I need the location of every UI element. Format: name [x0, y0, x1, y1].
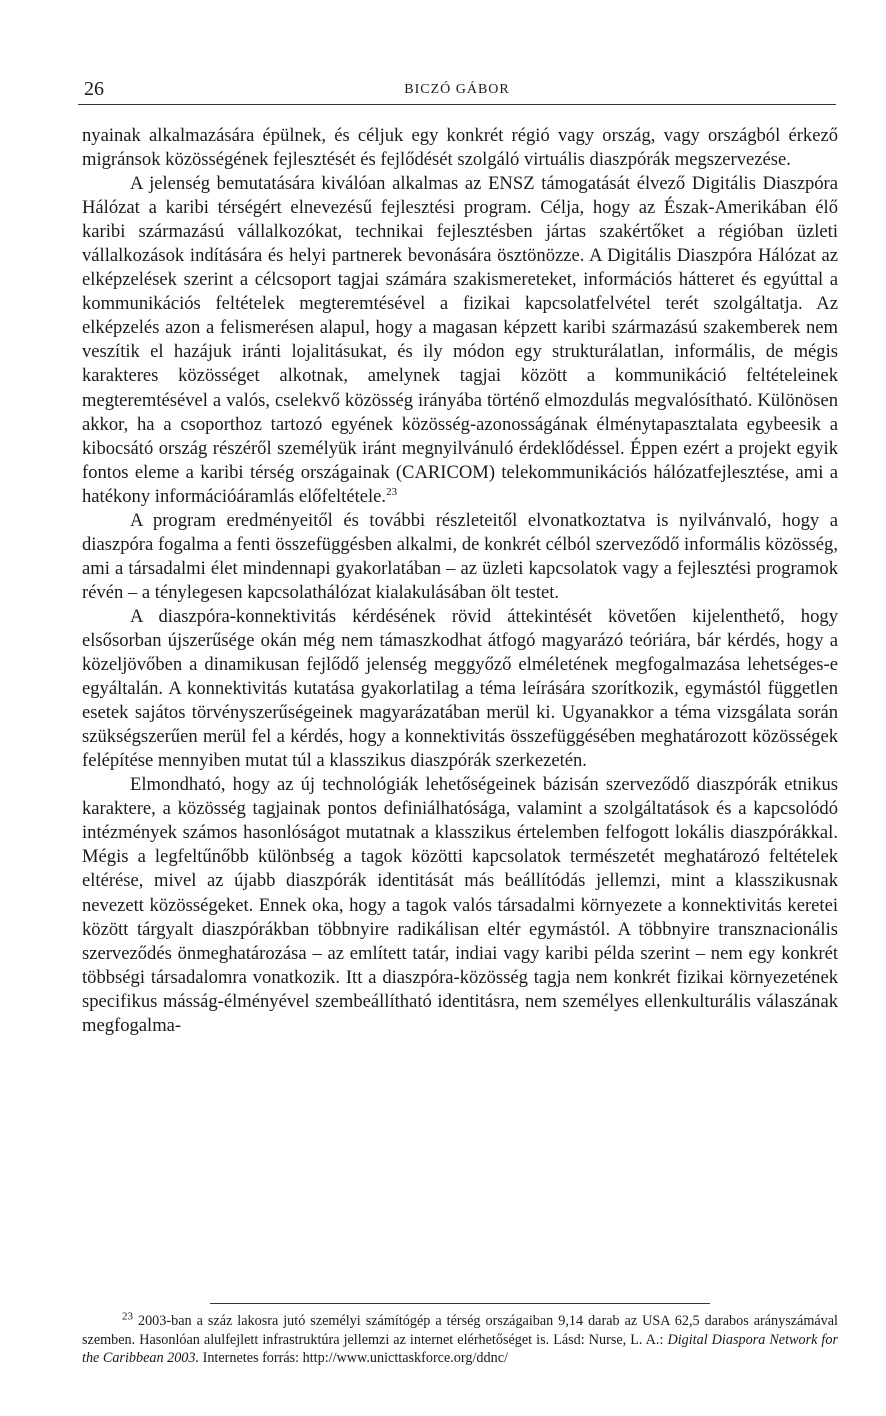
page-number: 26	[84, 78, 104, 100]
footnote-reference: 23	[386, 485, 398, 498]
paragraph-2-text: A jelenség bemutatására kiválóan alkalmas az ENSZ támogatását élvező Digitális Diaszpóra Hálózat a karibi térségért elnevezésű fejlesztési program. Célja, hogy az Észak-Amerikában élő karibi származású vállalkozókat, technikai fejlesztésben jártas szakértőket a régióban üzleti vállalkozások indítására és helyi partnerek bevonására ösztönözze. A Digitális Diaszpóra Hálózat az elképzelések szerint a célcsoport tagjai számára szakismereteket, információs hátteret és egyúttal a kommunikációs feltételek megteremtésével a fizikai kapcsolatfelvétel terét szolgáltatja. Az elképzelés azon a felismerésen alapul, hogy a magasan képzett karibi származású szakemberek nem veszítik el hazájuk iránti lojalitásukat, és ily módon egy strukturálatlan, informális, de mégis karakteres közösséget alkotnak, amelynek tagjai között a kommunikáció feltételeinek megteremtésével a valós, cselekvő közösség irányába történő elmozdulás megvalósítható. Különösen akkor, ha a csoporthoz tartozó egyének közösség-azonosságának élménytapasztalata egybeesik a kibocsátó ország részéről személyük iránt megnyilvánuló érdeklődéssel. Éppen ezért a projekt egyik fontos eleme a karibi térség országainak (CARICOM) telekommunikációs hálózatfejlesztése, ami a hatékony információáramlás előfeltétele.	[82, 173, 838, 507]
paragraph-2	[82, 172, 838, 509]
footnote-divider	[210, 1303, 710, 1304]
body-text	[82, 124, 838, 1038]
paragraph-3: A program eredményeitől és további részleteitől elvonatkoztatva is nyilvánvaló, hogy a diaszpóra fogalma a fenti összefüggésben alkalmi, de konkrét célból szerveződő informális közösség, ami a társadalmi élet mindennapi gyakorlatában – az üzleti kapcsolatok vagy a fejlesztési programok révén – a ténylegesen kapcsolathálózat kialakulásában ölt testet.	[82, 509, 838, 603]
footnote-paragraph	[82, 1312, 838, 1368]
running-header	[78, 78, 836, 105]
footnote-text-before: 2003-ban a száz lakosra jutó személyi számítógép a térség országaiban 9,14 darab az USA 62,5 darabos arányszámával szemben. Hasonlóan alulfejlett infrastruktúra jellemzi az internet elérhetőséget is. Lásd: Nurse, L. A.:	[82, 1313, 838, 1348]
paragraph-5: Elmondható, hogy az új technológiák lehetőségeinek bázisán szerveződő diaszpórák etnikus karaktere, a közösség tagjainak pontos definiálhatósága, valamint a szolgáltatások és a kapcsolódó intézmények számos hasonlóságot mutatnak a klasszikus értelemben felfogott lokális diaszpórákkal. Mégis a legfeltűnőbb különbség a tagok közötti kapcsolatok természetét meghatározó feltételek eltérése, mivel az újabb diaszpórák identitását más beállítódás jellemzi, mint a klasszikusnak nevezett közösségeket. Ennek oka, hogy a tagok valós társadalmi környezete a konnektivitás keretei között tárgyalt diaszpórákban többnyire radikálisan eltér egymástól. A többnyire transznacionális szerveződés önmeghatározása – az említett tatár, indiai vagy karibi példa szerint – nem egy konkrét többségi társadalomra vonatkozik. Itt a diaszpóra-közösség tagja nem konkrét fizikai környezetének specifikus másság-élményével szembeállítható identitásra, nem személyes ellenkulturális válaszának megfogalma-	[82, 774, 838, 1036]
footnote	[82, 1312, 838, 1368]
paragraph-4: A diaszpóra-konnektivitás kérdésének rövid áttekintését követően kijelenthető, hogy elsősorban újszerűsége okán még nem támaszkodhat átfogó magyarázó teóriára, bár kérdés, hogy a közeljövőben a dinamikusan fejlődő jelenség meggyőző elméletének megfogalmazása lehetséges-e egyáltalán. A konnektivitás kutatása gyakorlatilag a téma leírására szorítkozik, egymástól független esetek sajátos törvényszerűségeinek magyarázatában merül ki. Ugyanakkor a téma vizsgálata során szükségszerűen merül fel a kérdés, hogy a konnektivitás összefüggésében meghatározott közösségek felépítése mennyiben mutat túl a klasszikus diaszpórák szerkezetén.	[82, 605, 838, 772]
footnote-text-after: Internetes forrás: http://www.unicttaskforce.org/ddnc/	[199, 1350, 508, 1366]
footnote-cited-title: Digital Diaspora Network for the Caribbean 2003.	[82, 1331, 838, 1366]
running-head-author: BICZÓ GÁBOR	[404, 82, 510, 97]
paragraph-1: nyainak alkalmazására épülnek, és céljuk egy konkrét régió vagy ország, vagy országból érkező migránsok közösségének fejlesztését és fejlődését szolgáló virtuális diaszpórák megszervezése.	[82, 125, 838, 171]
footnote-marker: 23	[122, 1310, 133, 1323]
